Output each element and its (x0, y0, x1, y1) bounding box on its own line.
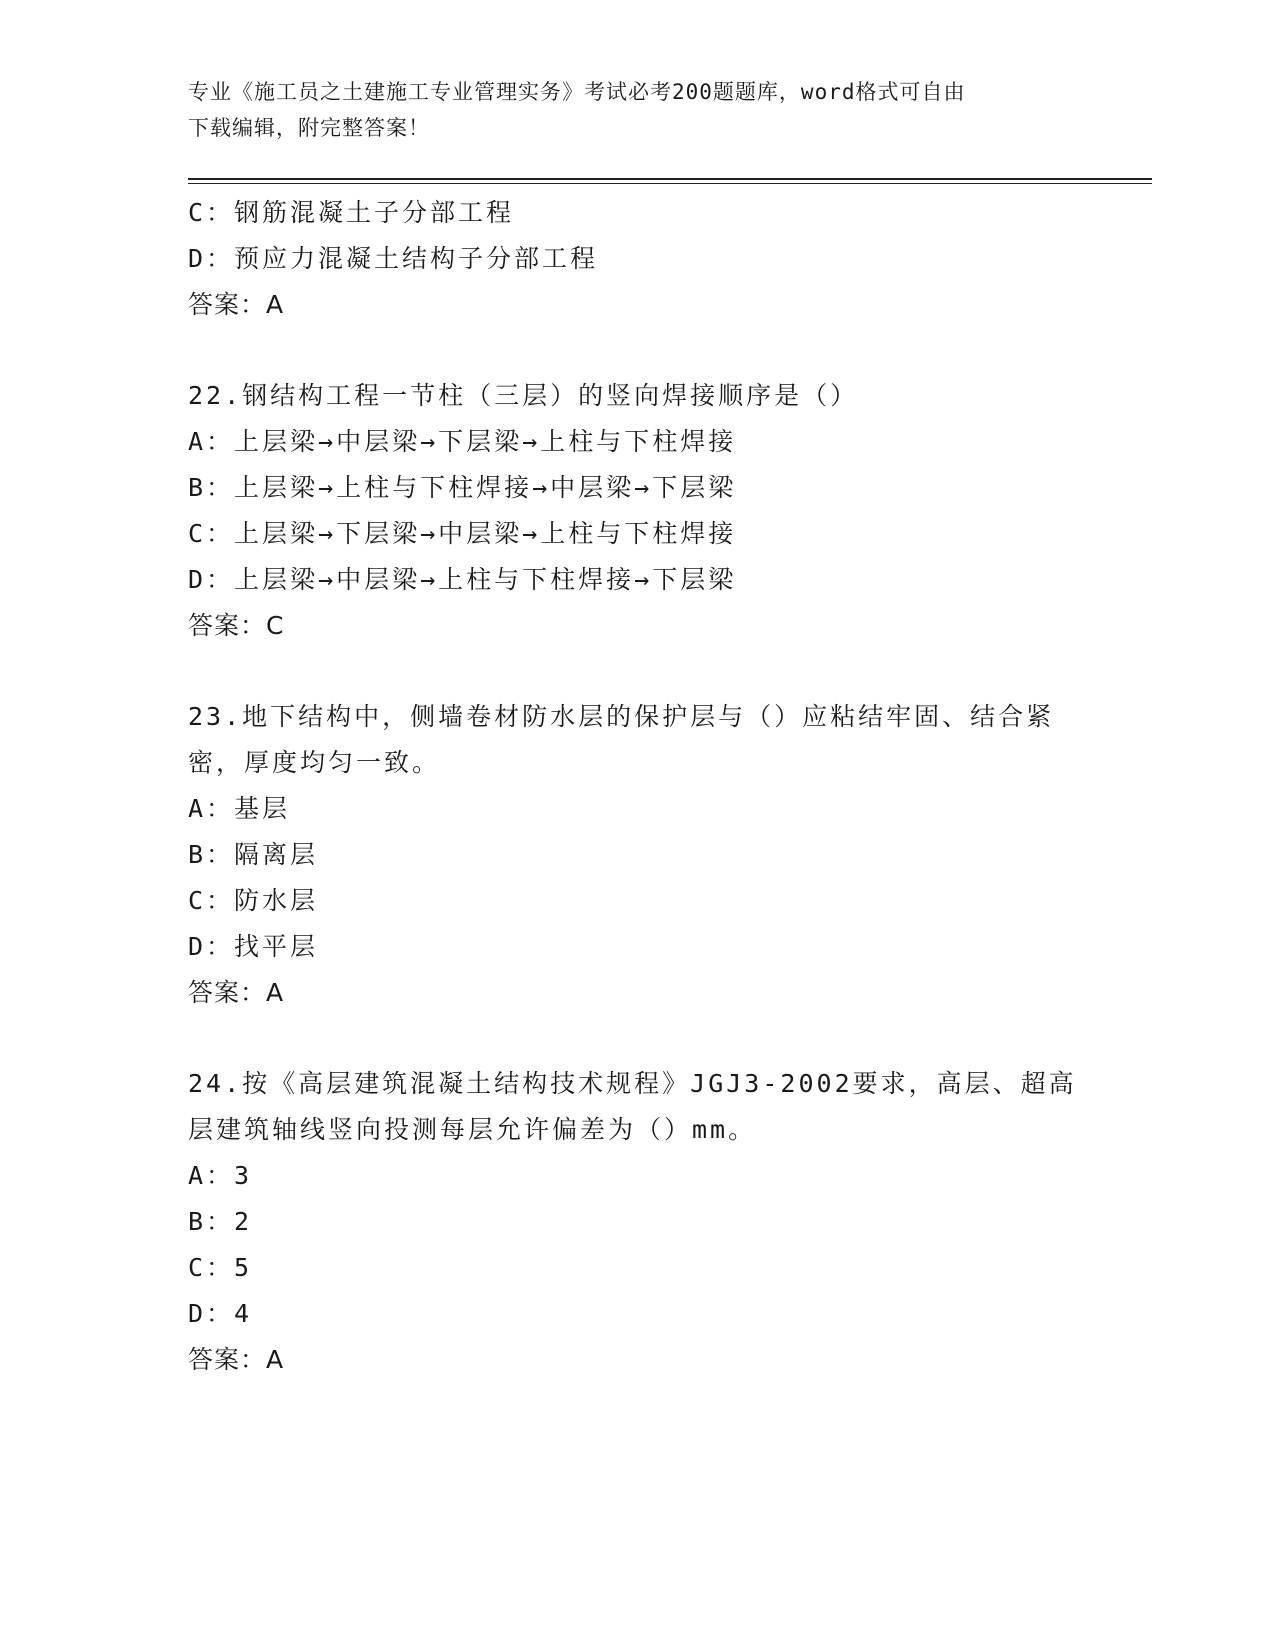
header-line: 专业《施工员之土建施工专业管理实务》考试必考200题题库，word格式可自由 (188, 80, 966, 104)
option-a: A：3 (188, 1161, 253, 1190)
document-header (188, 74, 1068, 146)
answer-line: 答案：A (188, 978, 285, 1007)
question-block (188, 694, 1088, 1016)
option-c: C：钢筋混凝土子分部工程 (188, 198, 515, 227)
option-d: D：上层梁→中层梁→上柱与下柱焊接→下层梁 (188, 565, 737, 594)
question-block (188, 1061, 1088, 1383)
question-text: 23.地下结构中，侧墙卷材防水层的保护层与（）应粘结牢固、结合紧 (188, 702, 1055, 731)
question-text: 22.钢结构工程一节柱（三层）的竖向焊接顺序是（） (188, 381, 859, 410)
question-block (188, 373, 1088, 649)
question-block (188, 190, 1088, 328)
answer-line: 答案：A (188, 1345, 285, 1374)
option-b: B：上层梁→上柱与下柱焊接→中层梁→下层梁 (188, 473, 737, 502)
option-d: D：预应力混凝土结构子分部工程 (188, 244, 599, 273)
option-c: C：5 (188, 1253, 253, 1282)
header-divider (188, 183, 1152, 184)
question-text: 层建筑轴线竖向投测每层允许偏差为（）mm。 (188, 1115, 757, 1144)
option-c: C：上层梁→下层梁→中层梁→上柱与下柱焊接 (188, 519, 737, 548)
option-b: B：2 (188, 1207, 253, 1236)
header-line: 下载编辑，附完整答案！ (188, 116, 430, 140)
answer-line: 答案：A (188, 290, 285, 319)
question-list (188, 190, 1088, 1383)
answer-line: 答案：C (188, 611, 285, 640)
question-text: 24.按《高层建筑混凝土结构技术规程》JGJ3-2002要求，高层、超高 (188, 1069, 1077, 1098)
option-a: A：基层 (188, 794, 291, 823)
option-c: C：防水层 (188, 886, 319, 915)
header-divider (188, 178, 1152, 180)
option-d: D：4 (188, 1299, 253, 1328)
option-d: D：找平层 (188, 932, 319, 961)
question-text: 密，厚度均匀一致。 (188, 748, 441, 777)
option-a: A：上层梁→中层梁→下层梁→上柱与下柱焊接 (188, 427, 737, 456)
option-b: B：隔离层 (188, 840, 319, 869)
